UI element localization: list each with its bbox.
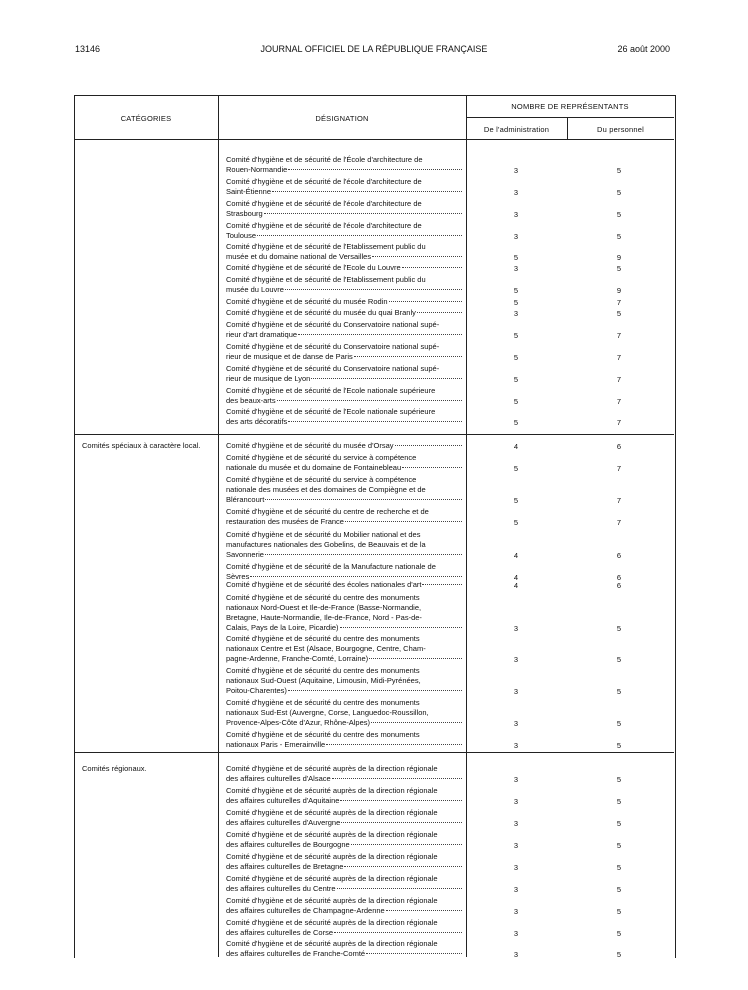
- table-row: [219, 874, 674, 894]
- designation-line: Comité d'hygiène et de sécurité du centre des monuments: [226, 730, 420, 739]
- personnel-count: 5: [616, 210, 622, 219]
- table-row: [219, 896, 674, 916]
- designation-line: Comité d'hygiène et de sécurité du musée du quai Branly: [226, 308, 416, 317]
- designation-cell: [226, 580, 462, 590]
- dot-leader: [344, 866, 462, 867]
- designation-cell: [226, 364, 462, 384]
- category-label: Comités régionaux.: [82, 764, 147, 773]
- personnel-count: 5: [616, 863, 622, 872]
- admin-count: 5: [513, 464, 519, 473]
- admin-count: 5: [513, 286, 519, 295]
- designation-line: Comité d'hygiène et de sécurité auprès de la direction régionale: [226, 918, 438, 927]
- designation-line: pagne-Ardenne, Franche-Comté, Lorraine): [226, 654, 369, 663]
- header-designation: DÉSIGNATION: [315, 114, 369, 123]
- dot-leader: [264, 213, 462, 214]
- designation-line: Comité d'hygiène et de sécurité auprès de la direction régionale: [226, 808, 438, 817]
- designation-line: Comité d'hygiène et de sécurité de l'École d'architecture de: [226, 155, 423, 164]
- designation-cell: [226, 593, 462, 633]
- dot-leader: [371, 722, 462, 723]
- personnel-count: 5: [616, 741, 622, 750]
- admin-count: 3: [513, 655, 519, 664]
- designation-line: Comité d'hygiène et de sécurité auprès de la direction régionale: [226, 896, 438, 905]
- designation-line: Rouen-Normandie: [226, 165, 288, 174]
- designation-line: des affaires culturelles d'Aquitaine: [226, 796, 340, 805]
- admin-count: 3: [513, 907, 519, 916]
- personnel-count: 5: [616, 719, 622, 728]
- admin-count: 3: [513, 624, 519, 633]
- table-row: [219, 507, 674, 527]
- admin-count: 3: [513, 775, 519, 784]
- admin-count: 5: [513, 418, 519, 427]
- designation-line: nationaux Centre et Est (Alsace, Bourgogne, Centre, Cham-: [226, 644, 426, 653]
- designation-line: Comité d'hygiène et de sécurité auprès de la direction régionale: [226, 874, 438, 883]
- admin-count: 5: [513, 397, 519, 406]
- admin-count: 4: [513, 442, 519, 451]
- designation-cell: [226, 155, 462, 175]
- personnel-count: 5: [616, 885, 622, 894]
- designation-line: Strasbourg: [226, 209, 263, 218]
- personnel-count: 5: [616, 950, 622, 959]
- dot-leader: [389, 301, 462, 302]
- designation-line: Comité d'hygiène et de sécurité du service à compétence: [226, 453, 417, 462]
- admin-count: 5: [513, 253, 519, 262]
- dot-leader: [265, 554, 462, 555]
- dot-leader: [402, 467, 462, 468]
- table-row: [219, 441, 674, 451]
- admin-count: 5: [513, 298, 519, 307]
- designation-cell: [226, 507, 462, 527]
- designation-line: des affaires culturelles de Franche-Comté: [226, 949, 366, 958]
- designation-cell: [226, 177, 462, 197]
- designation-cell: [226, 896, 462, 916]
- dot-leader: [417, 312, 462, 313]
- designation-cell: [226, 386, 462, 406]
- designation-line: Comité d'hygiène et de sécurité du centre des monuments: [226, 698, 420, 707]
- dot-leader: [372, 256, 462, 257]
- designation-line: musée et du domaine national de Versailles: [226, 252, 372, 261]
- personnel-count: 5: [616, 929, 622, 938]
- designation-cell: [226, 441, 462, 451]
- table-row: [219, 634, 674, 664]
- designation-cell: [226, 297, 462, 307]
- designation-line: nationale du musée et du domaine de Fontainebleau: [226, 463, 402, 472]
- personnel-count: 6: [616, 442, 622, 451]
- designation-line: Comité d'hygiène et de sécurité auprès de la direction régionale: [226, 939, 438, 948]
- designation-line: musée du Louvre: [226, 285, 284, 294]
- designation-line: Comité d'hygiène et de sécurité de l'Ecole nationale supérieure: [226, 386, 436, 395]
- dot-leader: [340, 800, 462, 801]
- dot-leader: [366, 953, 462, 954]
- personnel-count: 7: [616, 397, 622, 406]
- designation-cell: [226, 830, 462, 850]
- designation-line: des affaires culturelles de Bourgogne: [226, 840, 350, 849]
- personnel-count: 7: [616, 375, 622, 384]
- personnel-count: 9: [616, 253, 622, 262]
- personnel-count: 7: [616, 298, 622, 307]
- dot-leader: [332, 778, 462, 779]
- dot-leader: [272, 191, 462, 192]
- table-row: [219, 308, 674, 318]
- designation-cell: [226, 342, 462, 362]
- table-row: [219, 530, 674, 560]
- dot-leader: [298, 334, 462, 335]
- table-row: [219, 177, 674, 197]
- journal-title: JOURNAL OFFICIEL DE LA RÉPUBLIQUE FRANÇAISE: [260, 44, 488, 54]
- table-row: [219, 698, 674, 728]
- dot-leader: [265, 499, 462, 500]
- dot-leader: [277, 400, 462, 401]
- designation-line: Comité d'hygiène et de sécurité du centre des monuments: [226, 634, 420, 643]
- designation-cell: [226, 320, 462, 340]
- designation-line: Comité d'hygiène et de sécurité des écoles nationales d'art: [226, 580, 422, 589]
- designation-line: Comité d'hygiène et de sécurité du centre de recherche et de: [226, 507, 429, 516]
- designation-cell: [226, 199, 462, 219]
- admin-count: 3: [513, 166, 519, 175]
- designation-line: Comité d'hygiène et de sécurité du musée Rodin: [226, 297, 388, 306]
- dot-leader: [285, 289, 462, 290]
- admin-count: 3: [513, 885, 519, 894]
- designation-line: Comité d'hygiène et de sécurité de la Manufacture nationale de: [226, 562, 436, 571]
- dot-leader: [351, 844, 462, 845]
- personnel-count: 7: [616, 464, 622, 473]
- admin-count: 3: [513, 188, 519, 197]
- category-label: Comités spéciaux à caractère local.: [82, 441, 201, 450]
- designation-cell: [226, 939, 462, 959]
- admin-count: 4: [513, 551, 519, 560]
- table-row: [219, 242, 674, 262]
- designation-line: rieur d'art dramatique: [226, 330, 298, 339]
- designation-line: des affaires culturelles de Corse: [226, 928, 333, 937]
- personnel-count: 5: [616, 797, 622, 806]
- dot-leader: [337, 888, 462, 889]
- table-row: [219, 275, 674, 295]
- designation-line: Poitou-Charentes): [226, 686, 287, 695]
- personnel-count: 5: [616, 687, 622, 696]
- admin-count: 3: [513, 741, 519, 750]
- designation-line: Comité d'hygiène et de sécurité auprès de la direction régionale: [226, 764, 438, 773]
- admin-count: 3: [513, 309, 519, 318]
- designation-line: Comité d'hygiène et de sécurité auprès de la direction régionale: [226, 830, 438, 839]
- admin-count: 3: [513, 929, 519, 938]
- dot-leader: [395, 445, 462, 446]
- personnel-count: 5: [616, 655, 622, 664]
- designation-cell: [226, 786, 462, 806]
- admin-count: 4: [513, 581, 519, 590]
- dot-leader: [354, 356, 462, 357]
- designation-line: nationaux Nord-Ouest et Ile-de-France (Basse-Normandie,: [226, 603, 422, 612]
- dot-leader: [340, 627, 462, 628]
- admin-count: 3: [513, 841, 519, 850]
- designation-line: Comité d'hygiène et de sécurité du service à compétence: [226, 475, 417, 484]
- header-administration: De l'administration: [483, 125, 550, 134]
- personnel-count: 6: [616, 581, 622, 590]
- publication-date: 26 août 2000: [617, 44, 670, 54]
- table-row: [219, 593, 674, 633]
- dot-leader: [386, 910, 462, 911]
- table-row: [219, 580, 674, 590]
- personnel-count: 5: [616, 841, 622, 850]
- personnel-count: 9: [616, 286, 622, 295]
- designation-line: Comité d'hygiène et de sécurité du Conservatoire national supé-: [226, 364, 440, 373]
- designation-line: Comité d'hygiène et de sécurité du centre des monuments: [226, 666, 420, 675]
- designation-line: Comité d'hygiène et de sécurité de l'école d'architecture de: [226, 177, 422, 186]
- designation-line: Sèvres: [226, 572, 250, 581]
- dot-leader: [311, 378, 462, 379]
- table-row: [219, 155, 674, 175]
- personnel-count: 5: [616, 775, 622, 784]
- table-row: [219, 830, 674, 850]
- table-row: [219, 939, 674, 959]
- designation-line: Comité d'hygiène et de sécurité du Conservatoire national supé-: [226, 320, 440, 329]
- table-row: [219, 764, 674, 784]
- admin-count: 5: [513, 375, 519, 384]
- table-row: [219, 407, 674, 427]
- designation-cell: [226, 263, 462, 273]
- table-row: [219, 199, 674, 219]
- designation-cell: [226, 808, 462, 828]
- personnel-count: 5: [616, 264, 622, 273]
- designation-line: Comité d'hygiène et de sécurité de l'Ecole du Louvre: [226, 263, 401, 272]
- table-row: [219, 730, 674, 750]
- designation-line: nationaux Sud-Ouest (Aquitaine, Limousin, Midi-Pyrénées,: [226, 676, 421, 685]
- admin-count: 5: [513, 331, 519, 340]
- designation-cell: [226, 275, 462, 295]
- admin-count: 3: [513, 719, 519, 728]
- designation-cell: [226, 308, 462, 318]
- page-number: 13146: [75, 44, 101, 54]
- table-row: [219, 918, 674, 938]
- admin-count: 3: [513, 210, 519, 219]
- admin-count: 3: [513, 797, 519, 806]
- admin-count: 3: [513, 232, 519, 241]
- designation-line: des beaux-arts: [226, 396, 276, 405]
- admin-count: 3: [513, 264, 519, 273]
- personnel-count: 7: [616, 496, 622, 505]
- header-bottom-rule: [74, 139, 674, 140]
- designation-cell: [226, 530, 462, 560]
- dot-leader: [422, 584, 462, 585]
- admin-count: 5: [513, 496, 519, 505]
- personnel-count: 5: [616, 624, 622, 633]
- table-row: [219, 808, 674, 828]
- designation-line: des affaires culturelles de Bretagne: [226, 862, 344, 871]
- table-row: [219, 320, 674, 340]
- dot-leader: [288, 421, 462, 422]
- section-rule-2: [74, 752, 674, 753]
- personnel-count: 7: [616, 353, 622, 362]
- designation-line: Bretagne, Haute-Normandie, Ile-de-France, Nord - Pas-de-: [226, 613, 422, 622]
- admin-count: 3: [513, 863, 519, 872]
- designation-line: Comité d'hygiène et de sécurité du Mobilier national et des: [226, 530, 421, 539]
- designation-line: des arts décoratifs: [226, 417, 288, 426]
- designation-line: Comité d'hygiène et de sécurité de l'école d'architecture de: [226, 199, 422, 208]
- designation-line: rieur de musique et de danse de Paris: [226, 352, 353, 361]
- designation-cell: [226, 407, 462, 427]
- dot-leader: [334, 932, 462, 933]
- personnel-count: 5: [616, 819, 622, 828]
- designation-line: Comité d'hygiène et de sécurité du musée d'Orsay: [226, 441, 394, 450]
- designation-line: Comité d'hygiène et de sécurité auprès de la direction régionale: [226, 852, 438, 861]
- designation-line: rieur de musique de Lyon: [226, 374, 311, 383]
- admin-count: 3: [513, 687, 519, 696]
- admin-count: 5: [513, 353, 519, 362]
- admin-count: 3: [513, 950, 519, 959]
- designation-cell: [226, 764, 462, 784]
- designation-line: Toulouse: [226, 231, 257, 240]
- designation-cell: [226, 453, 462, 473]
- header-group-divider: [466, 117, 674, 118]
- designation-line: Calais, Pays de la Loire, Picardie): [226, 623, 339, 632]
- designation-line: Provence-Alpes-Côte d'Azur, Rhône-Alpes): [226, 718, 371, 727]
- table-row: [219, 562, 674, 582]
- designation-line: des affaires culturelles du Centre: [226, 884, 336, 893]
- dot-leader: [341, 822, 462, 823]
- designation-cell: [226, 634, 462, 664]
- table-row: [219, 221, 674, 241]
- personnel-count: 6: [616, 573, 622, 582]
- table-row: [219, 297, 674, 307]
- personnel-count: 5: [616, 166, 622, 175]
- dot-leader: [326, 744, 462, 745]
- dot-leader: [257, 235, 462, 236]
- designation-cell: [226, 562, 462, 582]
- personnel-count: 5: [616, 232, 622, 241]
- personnel-count: 5: [616, 188, 622, 197]
- designation-cell: [226, 221, 462, 241]
- designation-line: des affaires culturelles d'Alsace: [226, 774, 331, 783]
- designation-line: Savonnerie: [226, 550, 264, 559]
- designation-cell: [226, 730, 462, 750]
- personnel-count: 5: [616, 309, 622, 318]
- designation-line: restauration des musées de France: [226, 517, 344, 526]
- designation-cell: [226, 475, 462, 505]
- personnel-count: 7: [616, 331, 622, 340]
- admin-count: 4: [513, 573, 519, 582]
- designation-line: Saint-Étienne: [226, 187, 272, 196]
- personnel-count: 5: [616, 907, 622, 916]
- designation-line: Comité d'hygiène et de sécurité du centre des monuments: [226, 593, 420, 602]
- designation-cell: [226, 852, 462, 872]
- table-row: [219, 475, 674, 505]
- designation-line: Comité d'hygiène et de sécurité auprès de la direction régionale: [226, 786, 438, 795]
- dot-leader: [369, 658, 462, 659]
- designation-line: Comité d'hygiène et de sécurité de l'école d'architecture de: [226, 221, 422, 230]
- designation-cell: [226, 874, 462, 894]
- designation-cell: [226, 918, 462, 938]
- table-row: [219, 386, 674, 406]
- table-row: [219, 364, 674, 384]
- personnel-count: 7: [616, 518, 622, 527]
- designation-line: manufactures nationales des Gobelins, de Beauvais et de la: [226, 540, 426, 549]
- designation-cell: [226, 242, 462, 262]
- admin-count: 5: [513, 518, 519, 527]
- personnel-count: 7: [616, 418, 622, 427]
- designation-line: nationaux Sud-Est (Auvergne, Corse, Languedoc-Roussillon,: [226, 708, 429, 717]
- header-categories: CATÉGORIES: [120, 114, 172, 123]
- table-row: [219, 852, 674, 872]
- designation-line: Blérancourt: [226, 495, 265, 504]
- dot-leader: [288, 690, 462, 691]
- designation-line: nationaux Paris - Emerainville: [226, 740, 326, 749]
- header-personnel: Du personnel: [596, 125, 644, 134]
- designation-line: Comité d'hygiène et de sécurité de l'Etablissement public du: [226, 275, 426, 284]
- dot-leader: [402, 267, 462, 268]
- table-row: [219, 453, 674, 473]
- table-row: [219, 263, 674, 273]
- designation-line: des affaires culturelles d'Auvergne: [226, 818, 341, 827]
- table-row: [219, 342, 674, 362]
- table-row: [219, 786, 674, 806]
- personnel-count: 6: [616, 551, 622, 560]
- dot-leader: [250, 576, 462, 577]
- designation-line: Comité d'hygiène et de sécurité de l'Etablissement public du: [226, 242, 426, 251]
- section-rule-1: [74, 434, 674, 435]
- designation-line: des affaires culturelles de Champagne-Ardenne: [226, 906, 385, 915]
- designation-line: Comité d'hygiène et de sécurité de l'Ecole nationale supérieure: [226, 407, 436, 416]
- admin-count: 3: [513, 819, 519, 828]
- dot-leader: [345, 521, 462, 522]
- table-row: [219, 666, 674, 696]
- dot-leader: [288, 169, 462, 170]
- designation-line: nationale des musées et des domaines de Compiègne et de: [226, 485, 426, 494]
- header-number-of-representatives: NOMBRE DE REPRÉSENTANTS: [511, 102, 629, 111]
- designation-cell: [226, 666, 462, 696]
- designation-cell: [226, 698, 462, 728]
- designation-line: Comité d'hygiène et de sécurité du Conservatoire national supé-: [226, 342, 440, 351]
